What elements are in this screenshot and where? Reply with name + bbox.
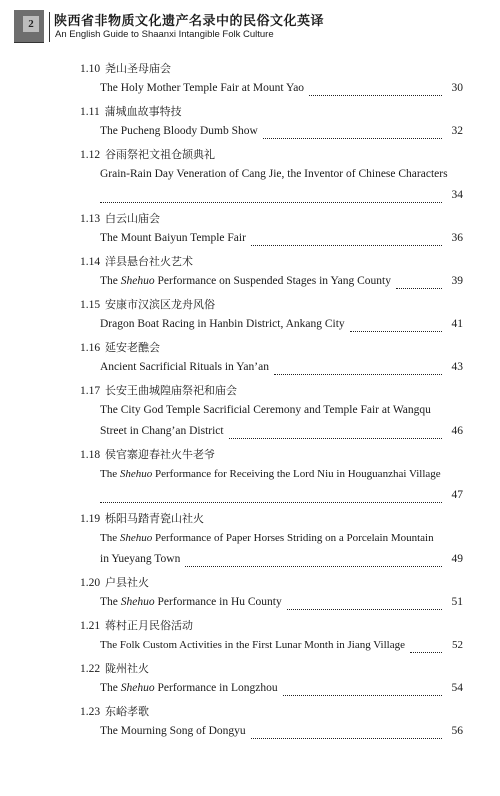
section-number: 1.13	[80, 213, 101, 225]
title-part: The	[100, 682, 121, 694]
toc-entry	[80, 382, 463, 445]
page-ref: 36	[451, 232, 463, 244]
dot-leader	[283, 694, 442, 696]
section-title-english: The Folk Custom Activities in the First Lunar Month in Jiang Village	[100, 639, 405, 651]
dot-leader	[185, 565, 442, 567]
section-title-chinese: 洋县悬台社火艺术	[105, 255, 193, 268]
section-title-english: The Holy Mother Temple Fair at Mount Yao	[100, 82, 305, 94]
page-ref: 52	[452, 639, 463, 651]
section-title-chinese: 陇州社火	[105, 662, 149, 675]
dot-leader	[410, 651, 442, 653]
book-title-chinese: 陕西省非物质文化遗产名录中的民俗文化英译	[54, 14, 325, 29]
section-title-chinese: 谷雨祭祀文祖仓颉典礼	[105, 148, 215, 161]
page-ref: 46	[451, 425, 463, 437]
dot-leader	[350, 330, 442, 332]
toc-entry	[80, 103, 463, 145]
section-number: 1.22	[80, 663, 101, 675]
section-number: 1.21	[80, 620, 101, 632]
toc-line[interactable]	[100, 596, 463, 616]
section-title-english	[100, 682, 278, 694]
section-title-chinese: 白云山庙会	[105, 212, 160, 225]
toc-entry	[80, 339, 463, 381]
section-heading	[80, 510, 463, 532]
section-heading	[80, 60, 463, 82]
dot-leader	[251, 737, 442, 739]
title-part: The	[100, 596, 121, 608]
section-number: 1.23	[80, 706, 101, 718]
section-title-english: Dragon Boat Racing in Hanbin District, Ankang City	[100, 318, 345, 330]
toc-line[interactable]	[100, 82, 463, 102]
section-title-continued: in Yueyang Town	[100, 553, 181, 565]
toc-line[interactable]	[100, 189, 463, 209]
toc-entry	[80, 510, 463, 573]
section-title-english: The Mourning Song of Dongyu	[100, 725, 246, 737]
section-title-continued: Street in Chang’an District	[100, 425, 224, 437]
title-part: Performance in Hu County	[154, 596, 282, 608]
page-ref: 34	[451, 189, 463, 201]
table-of-contents	[80, 60, 463, 746]
running-header	[14, 8, 490, 44]
section-title-english: The Mount Baiyun Temple Fair	[100, 232, 246, 244]
toc-entry	[80, 210, 463, 252]
section-title-english[interactable]	[100, 468, 463, 488]
dot-leader	[229, 437, 442, 439]
section-heading	[80, 617, 463, 639]
section-title-chinese: 尧山圣母庙会	[105, 62, 171, 75]
toc-line[interactable]	[100, 639, 463, 659]
toc-line[interactable]	[100, 318, 463, 338]
toc-line[interactable]	[100, 232, 463, 252]
section-title-chinese: 户县社火	[105, 576, 149, 589]
page-ref: 32	[451, 125, 463, 137]
toc-entry	[80, 60, 463, 102]
toc-line[interactable]	[100, 725, 463, 745]
section-heading	[80, 660, 463, 682]
toc-entry	[80, 296, 463, 338]
section-number: 1.12	[80, 149, 101, 161]
dot-leader	[100, 201, 442, 203]
section-title-chinese: 蒲城血故事特技	[104, 105, 182, 118]
toc-line[interactable]	[100, 489, 463, 509]
section-title-chinese: 栎阳马踏青瓷山社火	[105, 512, 204, 525]
page-ref: 30	[451, 82, 463, 94]
dot-leader	[287, 608, 442, 610]
section-title-english: Ancient Sacrificial Rituals in Yan’an	[100, 361, 269, 373]
page-ref: 41	[451, 318, 463, 330]
section-title-chinese: 侯官寨迎春社火牛老爷	[105, 448, 215, 461]
dot-leader	[274, 373, 442, 375]
section-heading	[80, 210, 463, 232]
book-title-english: An English Guide to Shaanxi Intangible Folk Culture	[55, 29, 274, 40]
dot-leader	[396, 287, 442, 289]
title-part: Performance on Suspended Stages in Yang County	[154, 275, 391, 287]
title-part: Performance of Paper Horses Striding on a Porcelain Mountain	[152, 532, 434, 544]
title-part: Performance in Longzhou	[154, 682, 278, 694]
section-heading	[80, 382, 463, 404]
dot-leader	[309, 94, 442, 96]
section-heading	[80, 103, 463, 125]
section-heading	[80, 703, 463, 725]
title-part: The	[100, 275, 121, 287]
toc-line[interactable]	[100, 553, 463, 573]
toc-line[interactable]	[100, 275, 463, 295]
toc-line[interactable]	[100, 361, 463, 381]
page-ref: 51	[451, 596, 463, 608]
section-number: 1.20	[80, 577, 101, 589]
section-title-english[interactable]: Grain-Rain Day Veneration of Cang Jie, the Inventor of Chinese Characters	[100, 168, 448, 180]
toc-line[interactable]	[100, 682, 463, 702]
section-title-chinese: 延安老醮会	[105, 341, 160, 354]
toc-entry	[80, 253, 463, 295]
section-title-chinese: 长安王曲城隍庙祭祀和庙会	[105, 384, 237, 397]
title-italic: Shehuo	[120, 682, 155, 694]
title-italic: Shehuo	[120, 275, 155, 287]
section-title-chinese: 东峪孝歌	[105, 705, 149, 718]
toc-line[interactable]	[100, 425, 463, 445]
page-ref: 56	[451, 725, 463, 737]
header-divider	[49, 12, 50, 42]
section-number: 1.15	[80, 299, 101, 311]
section-heading	[80, 574, 463, 596]
page-ref: 43	[451, 361, 463, 373]
page-number-badge	[14, 10, 44, 43]
section-heading	[80, 446, 463, 468]
section-number: 1.14	[80, 256, 101, 268]
toc-line[interactable]	[100, 125, 463, 145]
section-number: 1.10	[80, 63, 101, 75]
title-part: Performance for Receiving the Lord Niu in Houguanzhai Village	[152, 468, 441, 480]
dot-leader	[100, 501, 442, 503]
section-number: 1.18	[80, 449, 101, 461]
toc-entry	[80, 146, 463, 209]
page-ref: 39	[451, 275, 463, 287]
page-number: 2	[23, 16, 39, 32]
section-title-english[interactable]: The City God Temple Sacrificial Ceremony and Temple Fair at Wangqu	[100, 404, 431, 416]
dot-leader	[251, 244, 442, 246]
section-heading	[80, 253, 463, 275]
section-title-english: The Pucheng Bloody Dumb Show	[100, 125, 258, 137]
section-title-english	[100, 275, 391, 287]
title-italic: Shehuo	[119, 468, 153, 480]
title-part: The	[100, 532, 120, 544]
section-number: 1.19	[80, 513, 101, 525]
section-number: 1.16	[80, 342, 101, 354]
toc-entry	[80, 574, 463, 616]
section-title-english[interactable]	[100, 532, 463, 552]
section-heading	[80, 296, 463, 318]
section-number: 1.11	[80, 106, 100, 118]
title-italic: Shehuo	[120, 596, 155, 608]
toc-entry	[80, 446, 463, 509]
toc-entry	[80, 617, 463, 659]
title-part: The	[100, 468, 120, 480]
toc-entry	[80, 660, 463, 702]
title-italic: Shehuo	[119, 532, 153, 544]
section-number: 1.17	[80, 385, 101, 397]
section-title-english	[100, 596, 282, 608]
page-ref: 54	[451, 682, 463, 694]
section-title-chinese: 安康市汉滨区龙舟风俗	[105, 298, 215, 311]
section-heading	[80, 146, 463, 168]
toc-entry	[80, 703, 463, 745]
section-heading	[80, 339, 463, 361]
page-ref: 47	[451, 489, 463, 501]
section-title-chinese: 蒋村正月民俗活动	[105, 619, 193, 632]
dot-leader	[263, 137, 442, 139]
page-ref: 49	[451, 553, 463, 565]
